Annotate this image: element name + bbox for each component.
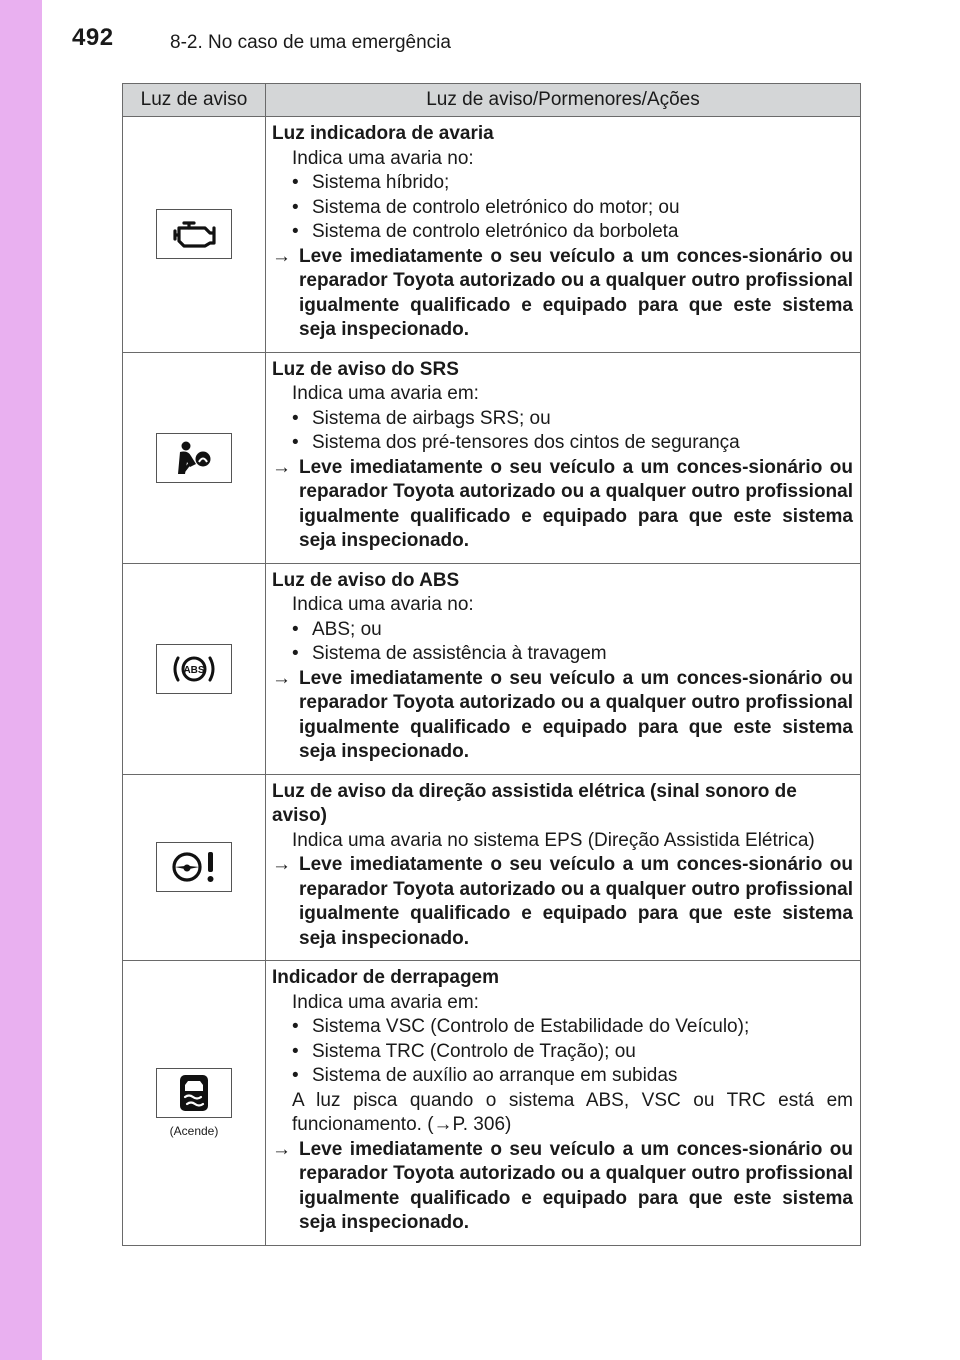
abs-icon [156,644,232,694]
list-item-text: Sistema de airbags SRS; ou [312,407,551,429]
list-item-text: Sistema VSC (Controlo de Estabilidade do Veículo); [312,1016,750,1037]
list-item-text: Sistema de controlo eletrónico do motor; ou [312,196,680,218]
list-item-text: ABS; ou [312,618,382,640]
bullet-icon: • [292,643,299,664]
warning-intro: Indica uma avaria no sistema EPS (Direção Assistida Elétrica) [292,829,815,851]
section-title: 8-2. No caso de uma emergência [170,32,451,53]
warning-light-cell [123,774,266,961]
arrow-right-icon: → [272,456,291,478]
arrow-right-icon: → [272,667,291,689]
bullet-icon: • [292,1065,299,1086]
list-item [272,642,853,667]
bullet-icon: • [292,221,299,242]
warning-intro: Indica uma avaria no: [292,594,474,615]
action-instruction [272,853,853,951]
action-text: Leve imediatamente o seu veículo a um conces-sionário ou reparador Toyota autorizado ou a qualquer outro profissional igualmente qualificado e equipado para que este sistema seja inspecionado. [299,1138,853,1233]
list-item-text: Sistema TRC (Controlo de Tração); ou [312,1040,636,1062]
action-text: Leve imediatamente o seu veículo a um conces-sionário ou reparador Toyota autorizado ou a qualquer outro profissional igualmente qualificado e equipado para que este sistema seja inspecionado. [299,245,853,340]
list-item-text: Sistema de controlo eletrónico da borboleta [312,221,679,242]
warning-details-cell [266,563,861,774]
action-text: Leve imediatamente o seu veículo a um conces-sionário ou reparador Toyota autorizado ou a qualquer outro profissional igualmente qualificado e equipado para que este sistema seja inspecionado. [299,667,853,762]
warning-details-cell [266,117,861,353]
warning-title: Luz de aviso do SRS [272,358,459,380]
power-steering-warning-icon [156,842,232,892]
column-header-details: Luz de aviso/Pormenores/Ações [266,84,861,117]
bullet-icon: • [292,432,299,453]
table-row [123,774,861,961]
list-item-text: Sistema híbrido; [312,172,450,193]
table-row [123,961,861,1246]
warning-light-cell [123,961,266,1246]
list-item-text: Sistema de auxílio ao arranque em subidas [312,1065,678,1086]
list-item [272,1064,853,1089]
list-item [272,220,853,245]
action-instruction [272,667,853,765]
list-item [272,407,853,432]
arrow-right-icon: → [272,1138,291,1160]
list-item [272,618,853,643]
warning-details-cell [266,961,861,1246]
srs-airbag-icon [156,433,232,483]
warning-light-cell [123,563,266,774]
chapter-side-strip [0,0,42,1360]
warning-intro: Indica uma avaria no: [292,147,474,169]
warning-intro: Indica uma avaria em: [292,991,479,1013]
list-item-text: Sistema dos pré-tensores dos cintos de segurança [312,432,740,453]
list-item-text: Sistema de assistência à travagem [312,643,607,664]
warning-lights-table [122,83,861,1246]
icon-caption: (Acende) [169,1123,219,1138]
action-text: Leve imediatamente o seu veículo a um conces-sionário ou reparador Toyota autorizado ou a qualquer outro profissional igualmente qualificado e equipado para que este sistema seja inspecionado. [299,456,853,551]
action-instruction [272,456,853,554]
action-instruction [272,245,853,343]
table-row [123,563,861,774]
warning-light-cell [123,117,266,353]
bullet-icon: • [292,196,299,218]
check-engine-icon [156,209,232,259]
slip-indicator-icon [156,1068,232,1118]
bullet-icon: • [292,618,299,640]
bullet-icon: • [292,1040,299,1062]
table-header-row [123,84,861,117]
warning-note: A luz pisca quando o sistema ABS, VSC ou TRC está em funcionamento. (→P. 306) [292,1089,853,1135]
arrow-right-icon: → [272,245,291,267]
svg-text:ABS: ABS [183,664,205,676]
list-item [272,1040,853,1065]
page-number: 492 [72,24,114,51]
warning-details-cell [266,352,861,563]
warning-intro: Indica uma avaria em: [292,383,479,404]
warning-title: Luz de aviso do ABS [272,569,460,591]
bullet-icon: • [292,172,299,193]
list-item [272,196,853,221]
column-header-light: Luz de aviso [123,84,266,117]
action-text: Leve imediatamente o seu veículo a um conces-sionário ou reparador Toyota autorizado ou a qualquer outro profissional igualmente qualificado e equipado para que este sistema seja inspecionado. [299,854,853,949]
bullet-icon: • [292,407,299,429]
list-item [272,431,853,456]
bullet-icon: • [292,1016,299,1037]
warning-title: Luz de aviso da direção assistida elétrica (sinal sonoro de aviso) [272,780,797,826]
table-row [123,352,861,563]
warning-title: Indicador de derrapagem [272,967,500,988]
warning-details-cell [266,774,861,961]
warning-light-cell [123,352,266,563]
action-instruction [272,1138,853,1236]
list-item [272,171,853,196]
table-row [123,117,861,353]
list-item [272,1015,853,1040]
warning-title: Luz indicadora de avaria [272,123,494,144]
arrow-right-icon: → [272,854,291,875]
